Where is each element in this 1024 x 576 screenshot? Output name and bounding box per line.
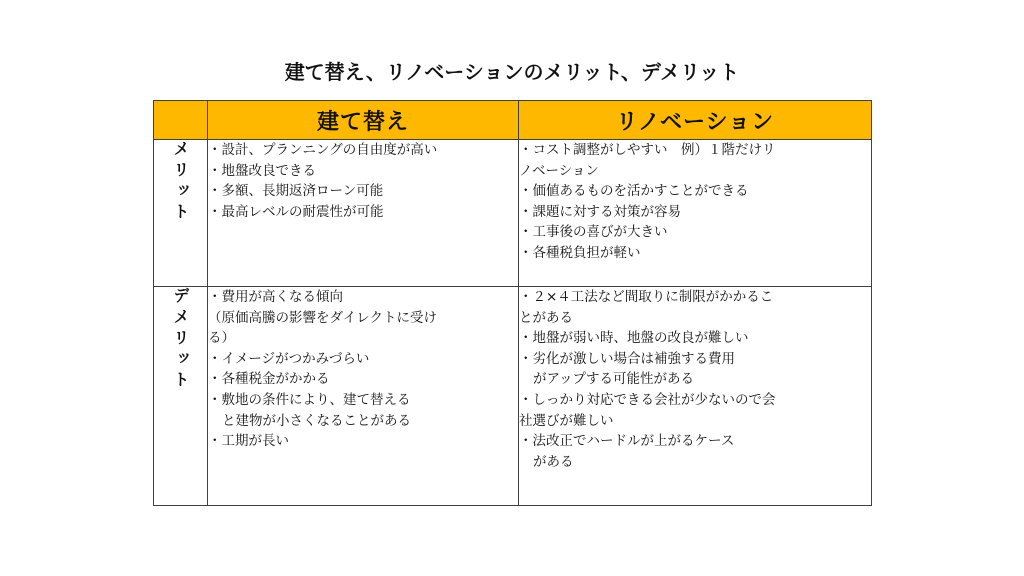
merit-renovation-cell <box>519 140 872 287</box>
merit-rebuild-line: ・設計、プランニングの自由度が高い <box>208 142 438 158</box>
demerit-rebuild-line: と建物が小さくなることがある <box>222 412 411 429</box>
row-label-merit <box>154 140 208 287</box>
header-renovation: リノベーション <box>519 101 872 140</box>
demerit-renovation-cell <box>519 287 872 506</box>
row-label-demerit-text: デメリット <box>171 287 190 392</box>
merit-rebuild-line: ・地盤改良できる <box>208 162 316 179</box>
demerit-renovation-line: ・２×４工法など間取りに制限がかかるこ <box>519 289 774 305</box>
header-rebuild: 建て替え <box>208 101 519 140</box>
demerit-rebuild-line: ・各種税金がかかる <box>208 371 330 388</box>
demerit-renovation-line: ・地盤が弱い時、地盤の改良が難しい <box>519 330 749 347</box>
table-row-merit <box>154 140 872 287</box>
merit-renovation-line: ・価値あるものを活かすことができる <box>519 183 749 200</box>
demerit-renovation-line: がある <box>533 453 574 470</box>
demerit-rebuild-cell <box>208 287 519 506</box>
merit-renovation-line: ノベーション <box>519 162 599 179</box>
demerit-renovation-line: とがある <box>519 309 573 326</box>
merit-rebuild-line: ・最高レベルの耐震性が可能 <box>208 203 384 220</box>
demerit-renovation-line: がアップする可能性がある <box>533 371 695 388</box>
merit-rebuild-cell <box>208 140 519 287</box>
demerit-renovation-line: 社選びが難しい <box>519 412 614 429</box>
demerit-rebuild-line: ・敷地の条件により、建て替える <box>208 391 411 408</box>
demerit-rebuild-line: ・費用が高くなる傾向 <box>208 289 343 305</box>
merit-renovation-line: ・各種税負担が軽い <box>519 244 641 261</box>
comparison-table <box>153 100 872 506</box>
row-label-demerit <box>154 287 208 506</box>
merit-renovation-line: ・工事後の喜びが大きい <box>519 224 668 241</box>
merit-renovation-line: ・課題に対する対策が容易 <box>519 203 681 220</box>
merit-rebuild-line: ・多額、長期返済ローン可能 <box>208 183 384 200</box>
demerit-rebuild-line: る） <box>208 330 235 347</box>
demerit-renovation-line: ・法改正でハードルが上がるケース <box>519 433 735 450</box>
demerit-rebuild-line: （原価高騰の影響をダイレクトに受け <box>208 309 437 326</box>
table-header-row <box>154 101 872 140</box>
demerit-renovation-line: ・劣化が激しい場合は補強する費用 <box>519 350 735 367</box>
merit-renovation-line: ・コスト調整がしやすい 例）１階だけリ <box>519 142 776 158</box>
demerit-renovation-line: ・しっかり対応できる会社が少ないので会 <box>519 391 776 408</box>
header-corner-cell <box>154 101 208 140</box>
demerit-rebuild-line: ・イメージがつかみづらい <box>208 350 370 367</box>
demerit-rebuild-line: ・工期が長い <box>208 433 289 450</box>
slide-title: 建て替え、リノベーションのメリット、デメリット <box>284 60 740 84</box>
row-label-merit-text: メリット <box>171 140 190 224</box>
table-row-demerit <box>154 287 872 506</box>
